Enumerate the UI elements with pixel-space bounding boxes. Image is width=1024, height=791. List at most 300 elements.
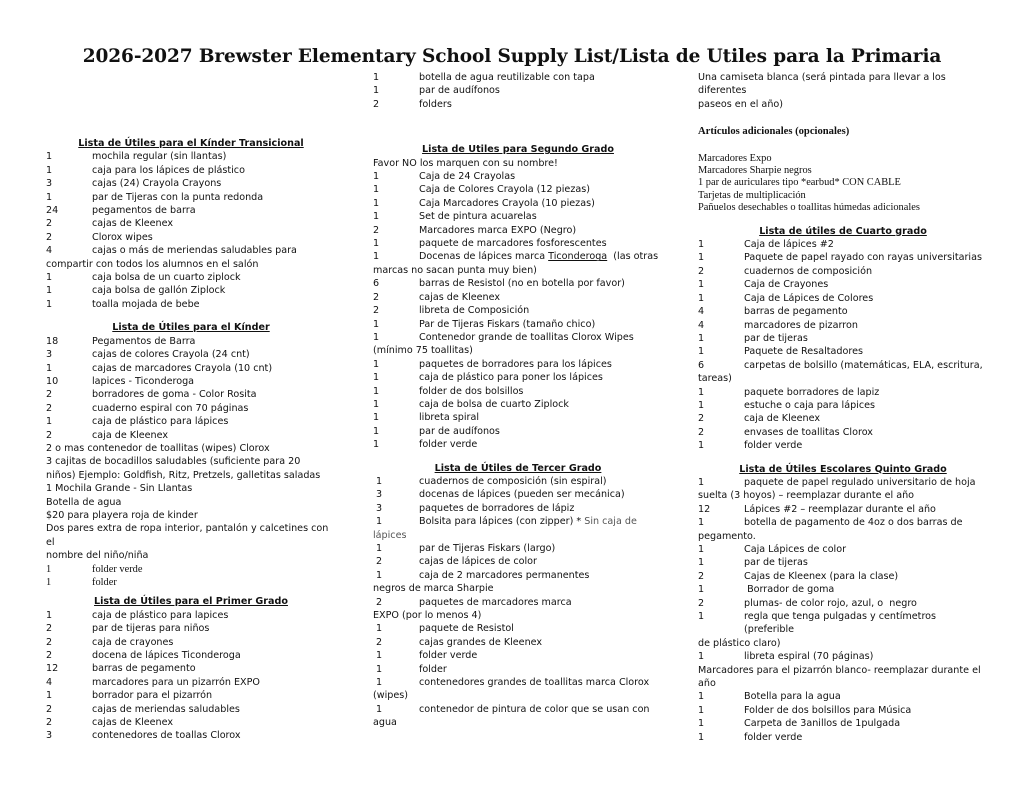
list-item xyxy=(46,191,336,204)
list-item xyxy=(373,438,663,451)
g3-section xyxy=(373,462,663,730)
list-item: 12 Lápices #2 – reemplazar durante el año xyxy=(698,503,936,515)
list-item xyxy=(46,375,336,388)
item-quantity: 2 xyxy=(376,636,383,648)
list-item xyxy=(373,488,663,501)
list-item xyxy=(698,399,988,412)
list-item xyxy=(46,729,336,742)
item-text: folder xyxy=(92,577,117,588)
list-item xyxy=(46,204,336,217)
k-title: Lista de Útiles para el Kínder xyxy=(112,322,270,334)
item-text: Par de Tijeras Fiskars (tamaño chico) xyxy=(419,318,596,330)
list-item xyxy=(373,676,663,689)
item-text: borrador para el pizarrón xyxy=(92,690,213,702)
text-line: 3 cajitas de bocadillos saludables (suficiente para 20 xyxy=(46,456,301,468)
item-text: carpetas de bolsillo (matemáticas, ELA, escritura, xyxy=(744,359,983,371)
item-quantity: 1 xyxy=(698,544,705,555)
item-text: docena de lápices Ticonderoga xyxy=(92,650,241,662)
text-line: Tarjetas de multiplicación xyxy=(698,189,806,201)
item-text: Caja de lápices #2 xyxy=(744,239,834,251)
list-item xyxy=(373,398,663,411)
item-text: Contenedor grande de toallitas Clorox Wipes xyxy=(419,331,634,343)
list-item xyxy=(698,543,988,556)
list-item xyxy=(373,331,663,344)
item-quantity: 2 xyxy=(46,402,53,414)
k-section xyxy=(46,321,336,589)
item-quantity: 4 xyxy=(698,319,705,331)
item-text: folder de dos bolsillos xyxy=(419,385,524,397)
item-text: cajas de Kleenex xyxy=(419,291,501,303)
list-item xyxy=(46,150,336,163)
item-quantity: 2 xyxy=(46,703,53,715)
list-item xyxy=(46,429,336,442)
item-quantity: 1 xyxy=(46,164,53,176)
text-line: 1 par de auriculares tipo *earbud* CON CABLE xyxy=(698,177,901,189)
item-quantity: 1 xyxy=(46,151,53,163)
wrap-line: Marcadores para el pizarrón blanco- reemplazar durante el xyxy=(698,664,981,676)
item-text: caja de 2 marcadores permanentes xyxy=(419,569,590,581)
item-quantity: 2 xyxy=(46,429,53,441)
item-text: cuadernos de composición xyxy=(744,265,873,277)
item-quantity: 1 xyxy=(376,623,383,635)
column-2 xyxy=(373,71,663,730)
text-line: 1 Mochila Grande - Sin Llantas xyxy=(46,483,193,495)
list-item xyxy=(373,84,663,97)
list-item xyxy=(698,731,988,744)
item-text: cajas de Kleenex xyxy=(92,717,174,729)
list-item xyxy=(46,649,336,662)
list-item xyxy=(46,609,336,622)
item-text: regla que tenga pulgadas y centímetros (preferible xyxy=(744,611,940,636)
item-quantity: 1 xyxy=(46,690,53,702)
g2-title: Lista de Utiles para Segundo Grado xyxy=(422,144,614,156)
item-text: borradores de goma - Color Rosita xyxy=(92,389,257,401)
item-text: mochila regular (sin llantas) xyxy=(92,151,227,163)
item-text: caja de plástico para lápices xyxy=(92,416,229,428)
item-quantity: 1 xyxy=(698,440,705,452)
item-text: paquetes de borradores para los lápices xyxy=(419,358,612,370)
item-text: caja de Kleenex xyxy=(744,413,821,425)
list-item xyxy=(373,183,663,196)
list-item xyxy=(46,716,336,729)
item-quantity: 1 xyxy=(698,292,705,304)
item-text: par de tijeras xyxy=(744,332,808,344)
list-item: 1 contenedor de pintura de color que se usan con xyxy=(376,703,650,715)
item-text: par de tijeras para niños xyxy=(92,623,210,635)
list-item xyxy=(373,622,663,635)
item-quantity: 2 xyxy=(46,389,53,401)
list-item xyxy=(46,335,336,348)
item-text: Pegamentos de Barra xyxy=(92,335,196,347)
text-line: niños) Ejemplo: Goldfish, Ritz, Pretzels, galletitas saladas xyxy=(46,469,321,481)
item-quantity: 2 xyxy=(373,98,380,110)
item-quantity: 1 xyxy=(46,272,53,284)
item-quantity: 3 xyxy=(46,349,53,361)
item-quantity: 1 xyxy=(46,416,53,428)
list-item xyxy=(698,265,988,278)
list-item xyxy=(46,676,336,689)
item-quantity: 1 xyxy=(373,171,380,183)
list-item xyxy=(46,563,336,576)
list-item xyxy=(373,555,663,568)
item-text: Paquete de Resaltadores xyxy=(744,346,863,358)
item-quantity: 1 xyxy=(373,318,380,330)
list-item xyxy=(698,332,988,345)
item-text: barras de Resistol (no en botella por favor) xyxy=(419,278,625,290)
item-quantity: 3 xyxy=(376,489,383,501)
item-text: cuadernos de composición (sin espiral) xyxy=(419,475,607,487)
item-text: caja de plástico para lapices xyxy=(92,609,229,621)
list-item xyxy=(46,177,336,190)
list-item xyxy=(373,636,663,649)
item-quantity: 1 xyxy=(46,609,53,621)
wrap-line: suelta (3 hoyos) – reemplazar durante el año xyxy=(698,490,915,502)
item-text: caja de bolsa de cuarto Ziplock xyxy=(419,398,569,410)
item-quantity: 1 xyxy=(698,584,705,596)
wrap-line: año xyxy=(698,678,716,690)
column-3 xyxy=(698,71,988,744)
list-item xyxy=(46,362,336,375)
text-line: Marcadores Expo xyxy=(698,152,772,164)
item-quantity: 1 xyxy=(698,691,705,703)
list-item xyxy=(46,636,336,649)
item-quantity: 1 xyxy=(376,475,383,487)
item-quantity: 2 xyxy=(46,650,53,662)
list-item xyxy=(373,170,663,183)
list-item xyxy=(46,271,336,284)
item-text: Caja de 24 Crayolas xyxy=(419,171,516,183)
item-quantity: 1 xyxy=(46,577,52,588)
list-item xyxy=(46,244,336,257)
list-item xyxy=(698,426,988,439)
item-text: contenedores grandes de toallitas marca Clorox xyxy=(419,677,650,689)
list-item xyxy=(46,402,336,415)
item-text: marcadores para un pizarrón EXPO xyxy=(92,676,260,688)
item-text: contenedores de toallas Clorox xyxy=(92,730,241,742)
item-quantity: 1 xyxy=(698,557,705,569)
item-quantity: 1 xyxy=(698,386,705,398)
list-item xyxy=(46,217,336,230)
extras-title: Artículos adicionales (opcionales) xyxy=(698,126,850,138)
item-quantity: 1 xyxy=(373,184,380,196)
wrap-line: (mínimo 75 toallitas) xyxy=(373,345,473,357)
item-quantity: 1 xyxy=(698,239,705,251)
list-item xyxy=(46,284,336,297)
brand-ticonderoga: Ticonderoga xyxy=(548,251,608,263)
list-item xyxy=(46,576,336,589)
list-item xyxy=(373,98,663,111)
tk-title: Lista de Útiles para el Kínder Transicional xyxy=(78,138,304,149)
list-item xyxy=(373,385,663,398)
item-quantity: 1 xyxy=(373,358,380,370)
item-text: marcadores de pizarron xyxy=(744,319,858,331)
item-quantity: 1 xyxy=(698,718,705,730)
list-item xyxy=(698,583,988,596)
text-line: Dos pares extra de ropa interior, pantalón y calcetines con el xyxy=(46,523,329,548)
item-text: caja para los lápices de plástico xyxy=(92,164,245,176)
wrap-line: pegamento. xyxy=(698,530,756,542)
item-text: par de Tijeras Fiskars (largo) xyxy=(419,543,556,554)
list-item xyxy=(373,358,663,371)
item-quantity: 1 xyxy=(46,563,52,575)
item-quantity: 1 xyxy=(46,362,53,374)
item-text: botella de agua reutilizable con tapa xyxy=(419,72,595,83)
item-quantity: 2 xyxy=(698,413,705,425)
item-text: Clorox wipes xyxy=(92,231,153,243)
list-item: 1 libreta espiral (70 páginas) xyxy=(698,651,874,663)
g5-title: Lista de Útiles Escolares Quinto Grado xyxy=(739,463,947,475)
item-quantity: 2 xyxy=(373,305,380,317)
item-text: caja de crayones xyxy=(92,636,174,648)
item-text: Caja Lápices de color xyxy=(744,544,847,555)
item-text: cajas o más de meriendas saludables para xyxy=(92,245,297,257)
item-text: folder verde xyxy=(419,650,478,662)
wrap-line: compartir con todos los alumnos en el salón xyxy=(46,258,259,270)
wrap-line: negros de marca Sharpie xyxy=(373,583,494,595)
item-text: Caja de Lápices de Colores xyxy=(744,292,874,304)
g2-section xyxy=(373,143,663,451)
item-quantity: 1 xyxy=(373,385,380,397)
list-item xyxy=(698,610,988,637)
g2-note: Favor NO los marquen con su nombre! xyxy=(373,157,558,169)
list-item xyxy=(46,622,336,635)
item-quantity: 12 xyxy=(46,663,59,675)
item-text: cajas de marcadores Crayola (10 cnt) xyxy=(92,362,273,374)
list-item xyxy=(373,304,663,317)
list-item xyxy=(373,569,663,582)
item-quantity: 2 xyxy=(46,218,53,230)
item-quantity: 2 xyxy=(698,597,705,609)
item-text: cajas de meriendas saludables xyxy=(92,703,240,715)
item-quantity: 1 xyxy=(373,85,380,97)
list-item xyxy=(698,251,988,264)
list-item xyxy=(373,197,663,210)
item-text: cuaderno espiral con 70 páginas xyxy=(92,402,249,414)
item-quantity: 1 xyxy=(698,399,705,411)
item-text: barras de pegamento xyxy=(744,306,848,318)
list-item xyxy=(373,71,663,84)
g5-section xyxy=(698,463,988,745)
item-text: folder verde xyxy=(744,731,803,743)
list-item xyxy=(373,318,663,331)
g1-section xyxy=(46,595,336,742)
item-quantity: 1 xyxy=(376,650,383,662)
list-item: 1 Docenas de lápices marca Ticonderoga (las otras xyxy=(373,251,659,263)
item-text: Folder de dos bolsillos para Música xyxy=(744,704,912,716)
item-text: folder verde xyxy=(744,440,803,452)
text-line: 2 o mas contenedor de toallitas (wipes) Clorox xyxy=(46,442,270,454)
item-text: folders xyxy=(419,98,452,110)
item-text: toalla mojada de bebe xyxy=(92,298,200,310)
item-quantity: 1 xyxy=(46,191,53,203)
item-text: cajas de Kleenex xyxy=(92,218,174,230)
text-line: nombre del niño/niña xyxy=(46,550,149,562)
item-quantity: 6 xyxy=(373,278,380,290)
tk-section xyxy=(46,137,336,311)
list-item xyxy=(373,210,663,223)
list-item xyxy=(698,597,988,610)
column-1 xyxy=(46,137,336,743)
item-quantity: 3 xyxy=(46,730,53,742)
item-text: paquete de Resistol xyxy=(419,623,514,635)
item-quantity: 2 xyxy=(373,224,380,236)
item-text: Carpeta de 3anillos de 1pulgada xyxy=(744,718,901,730)
item-quantity: 1 xyxy=(698,279,705,291)
item-quantity: 24 xyxy=(46,205,59,217)
item-text: Caja de Crayones xyxy=(744,279,829,291)
item-quantity: 2 xyxy=(698,265,705,277)
item-quantity: 1 xyxy=(46,298,53,310)
item-quantity: 1 xyxy=(698,332,705,344)
item-text: par de tijeras xyxy=(744,557,808,569)
page-title: 2026-2027 Brewster Elementary School Supply List/Lista de Utiles para la Primaria xyxy=(82,46,942,67)
item-quantity: 3 xyxy=(46,178,53,190)
item-quantity: 2 xyxy=(698,426,705,438)
item-quantity: 1 xyxy=(373,398,380,410)
item-text: cajas de lápices de color xyxy=(419,556,537,568)
list-item xyxy=(698,345,988,358)
item-quantity: 1 xyxy=(46,285,53,297)
item-text: docenas de lápices (pueden ser mecánica) xyxy=(419,489,625,501)
list-item xyxy=(373,663,663,676)
item-text: libreta spiral xyxy=(419,412,479,424)
list-item xyxy=(373,502,663,515)
list-item xyxy=(46,703,336,716)
wrap-line: EXPO (por lo menos 4) xyxy=(373,610,482,622)
item-text: caja de plástico para poner los lápices xyxy=(419,372,603,384)
item-quantity: 1 xyxy=(698,252,705,264)
list-item xyxy=(698,439,988,452)
list-item xyxy=(46,415,336,428)
item-text: cajas grandes de Kleenex xyxy=(419,636,543,648)
item-quantity: 1 xyxy=(373,197,380,209)
list-item xyxy=(698,570,988,583)
item-quantity: 4 xyxy=(698,306,705,318)
list-item xyxy=(46,388,336,401)
item-text: caja bolsa de gallón Ziplock xyxy=(92,285,226,297)
list-item xyxy=(698,278,988,291)
item-text: envases de toallitas Clorox xyxy=(744,426,873,438)
list-item xyxy=(373,224,663,237)
list-item xyxy=(46,164,336,177)
text-line: Marcadores Sharpie negros xyxy=(698,165,812,177)
item-text: cajas de colores Crayola (24 cnt) xyxy=(92,349,250,361)
item-text: Paquete de papel rayado con rayas universitarias xyxy=(744,252,982,264)
item-quantity: 1 xyxy=(373,238,380,250)
item-text: folder xyxy=(419,663,447,675)
list-item xyxy=(698,412,988,425)
item-text: paquete de marcadores fosforescentes xyxy=(419,238,607,250)
list-item xyxy=(698,359,988,372)
item-text: cajas (24) Crayola Crayons xyxy=(92,178,222,190)
item-text: paquete borradores de lapiz xyxy=(744,386,880,398)
list-item xyxy=(373,237,663,250)
item-text: folder verde xyxy=(419,439,478,451)
item-text: par de audífonos xyxy=(419,425,500,437)
item-text: Borrador de goma xyxy=(744,584,835,596)
item-quantity: 10 xyxy=(46,375,59,387)
text-line: Botella de agua xyxy=(46,496,122,508)
list-item xyxy=(373,425,663,438)
g4-title: Lista de útiles de Cuarto grado xyxy=(759,225,927,237)
list-item xyxy=(698,319,988,332)
item-text: plumas- de color rojo, azul, o negro xyxy=(744,597,917,609)
item-text: estuche o caja para lápices xyxy=(744,399,876,411)
item-text: pegamentos de barra xyxy=(92,205,196,217)
item-text: Cajas de Kleenex (para la clase) xyxy=(744,570,899,582)
item-quantity: 1 xyxy=(698,704,705,716)
item-quantity: 1 xyxy=(376,677,383,689)
wrap-line: tareas) xyxy=(698,373,732,385)
item-quantity: 1 xyxy=(373,72,380,83)
list-item xyxy=(373,277,663,290)
item-quantity: 1 xyxy=(373,211,380,223)
item-quantity: 2 xyxy=(698,570,705,582)
list-item xyxy=(46,231,336,244)
item-quantity: 1 xyxy=(373,372,380,384)
list-item xyxy=(373,371,663,384)
wrap-line: lápices xyxy=(373,529,407,541)
wrap-line: de plástico claro) xyxy=(698,637,781,649)
list-item xyxy=(373,475,663,488)
item-quantity: 2 xyxy=(46,231,53,243)
list-item xyxy=(698,690,988,703)
item-quantity: 1 xyxy=(698,611,705,623)
item-text: lapices - Ticonderoga xyxy=(92,375,195,387)
item-quantity: 1 xyxy=(376,543,383,554)
list-item: 2 paquetes de marcadores marca xyxy=(376,596,572,608)
list-item xyxy=(46,298,336,311)
item-quantity: 4 xyxy=(46,676,53,688)
item-quantity: 1 xyxy=(376,569,383,581)
item-text: par de Tijeras con la punta redonda xyxy=(92,191,264,203)
list-item: 1 paquete de papel regulado universitario de hoja xyxy=(698,476,976,488)
item-text: barras de pegamento xyxy=(92,663,196,675)
item-quantity: 2 xyxy=(46,636,53,648)
item-text: Marcadores marca EXPO (Negro) xyxy=(419,224,577,236)
list-item xyxy=(698,238,988,251)
wrap-line: agua xyxy=(373,717,397,729)
item-text: Caja de Colores Crayola (12 piezas) xyxy=(419,184,590,196)
item-text: libreta de Composición xyxy=(419,305,530,317)
list-item xyxy=(698,305,988,318)
list-item: 1 Bolsita para lápices (con zipper) * Sin caja de xyxy=(376,516,637,528)
item-quantity: 1 xyxy=(373,331,380,343)
list-item xyxy=(698,556,988,569)
text-line: $20 para playera roja de kinder xyxy=(46,509,198,521)
g1-title: Lista de Útiles para el Primer Grado xyxy=(94,596,288,608)
g3-title: Lista de Útiles de Tercer Grado xyxy=(434,462,602,474)
item-quantity: 1 xyxy=(373,425,380,437)
list-item xyxy=(46,689,336,702)
item-quantity: 1 xyxy=(376,663,383,675)
list-item xyxy=(698,292,988,305)
item-text: caja de Kleenex xyxy=(92,429,169,441)
item-quantity: 2 xyxy=(373,291,380,303)
item-quantity: 1 xyxy=(373,439,380,451)
item-text: caja bolsa de un cuarto ziplock xyxy=(92,272,241,284)
list-item xyxy=(373,542,663,555)
item-text: Caja Marcadores Crayola (10 piezas) xyxy=(419,197,595,209)
item-quantity: 1 xyxy=(698,346,705,358)
list-item xyxy=(373,649,663,662)
item-quantity: 1 xyxy=(373,412,380,424)
list-item: 1 botella de pagamento de 4oz o dos barras de xyxy=(698,517,963,529)
list-item xyxy=(698,717,988,730)
item-quantity: 18 xyxy=(46,335,59,347)
list-item xyxy=(46,662,336,675)
list-item xyxy=(373,291,663,304)
